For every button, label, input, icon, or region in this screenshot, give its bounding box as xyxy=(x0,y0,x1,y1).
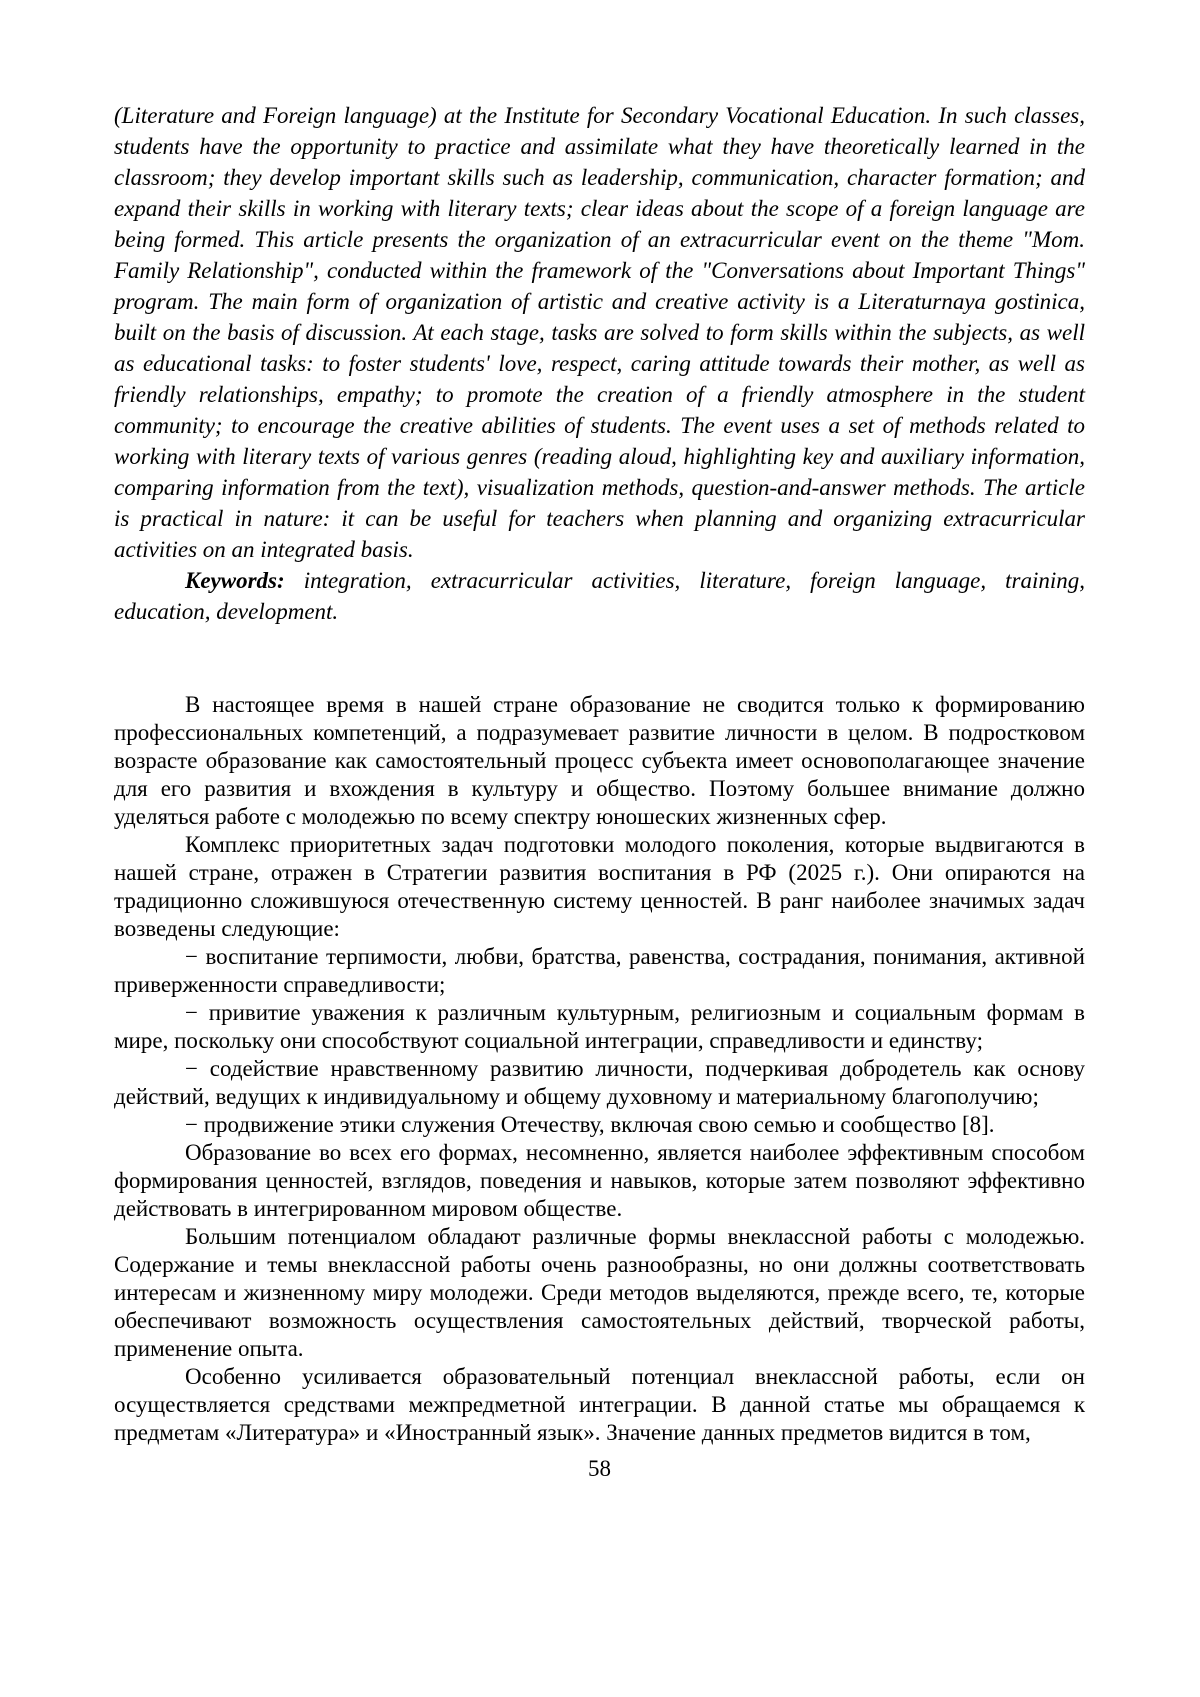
keywords-label: Keywords: xyxy=(185,568,285,593)
paragraph: В настоящее время в нашей стране образование не сводится только к формированию профессиональных компетенций, а подразумевает развитие личности в целом. В подростковом возрасте образование как самостоятельный процесс субъекта имеет основополагающее значение для его развития и вхождения в культуру и общество. Поэтому большее внимание должно уделяться работе с молодежью по всему спектру юношеских жизненных сфер. xyxy=(114,692,1085,829)
paragraph: Образование во всех его формах, несомненно, является наиболее эффективным способом формирования ценностей, взглядов, поведения и навыков, которые затем позволяют эффективно действовать в интегрированном мировом обществе. xyxy=(114,1140,1085,1221)
page-content xyxy=(114,100,1085,1483)
list-item: − содействие нравственному развитию личности, подчеркивая добродетель как основу действий, ведущих к индивидуальному и общему духовному и материальному благополучию; xyxy=(114,1056,1085,1109)
list-item: − продвижение этики служения Отечеству, включая свою семью и сообщество [8]. xyxy=(185,1112,995,1137)
page-number: 58 xyxy=(588,1456,611,1481)
abstract-section xyxy=(114,100,1085,627)
article-body xyxy=(114,691,1085,1447)
paragraph: Особенно усиливается образовательный потенциал внеклассной работы, если он осуществляется средствами межпредметной интеграции. В данной статье мы обращаемся к предметам «Литература» и «Иностранный язык». Значение данных предметов видится в том, xyxy=(114,1364,1085,1445)
list-item: − воспитание терпимости, любви, братства, равенства, сострадания, понимания, активной приверженности справедливости; xyxy=(114,944,1085,997)
abstract-paragraph: (Literature and Foreign language) at the Institute for Secondary Vocational Education. In such classes, students have the opportunity to practice and assimilate what they have theoretically learned in the classroom; they develop important skills such as leadership, communication, character formation; and expand their skills in working with literary texts; clear ideas about the scope of a foreign language are being formed. This article presents the organization of an extracurricular event on the theme "Mom. Family Relationship", conducted within the framework of the "Conversations about Important Things" program. The main form of organization of artistic and creative activity is a Literaturnaya gostinica, built on the basis of discussion. At each stage, tasks are solved to form skills within the subjects, as well as educational tasks: to foster students' love, respect, caring attitude towards their mother, as well as friendly relationships, empathy; to promote the creation of a friendly atmosphere in the student community; to encourage the creative abilities of students. The event uses a set of methods related to working with literary texts of various genres (reading aloud, highlighting key and auxiliary information, comparing information from the text), visualization methods, question-and-answer methods. The article is practical in nature: it can be useful for teachers when planning and organizing extracurricular activities on an integrated basis. xyxy=(114,103,1085,562)
keywords-text: integration, extracurricular activities, literature, foreign language, training, education, development. xyxy=(114,568,1085,624)
paragraph: Большим потенциалом обладают различные формы внеклассной работы с молодежью. Содержание и темы внеклассной работы очень разнообразны, но они должны соответствовать интересам и жизненному миру молодежи. Среди методов выделяются, прежде всего, те, которые обеспечивают возможность осуществления самостоятельных действий, творческой работы, применение опыта. xyxy=(114,1224,1085,1361)
list-item: − привитие уважения к различным культурным, религиозным и социальным формам в мире, поскольку они способствуют социальной интеграции, справедливости и единству; xyxy=(114,1000,1085,1053)
keywords-paragraph xyxy=(114,565,1085,627)
paragraph: Комплекс приоритетных задач подготовки молодого поколения, которые выдвигаются в нашей стране, отражен в Стратегии развития воспитания в РФ (2025 г.). Они опираются на традиционно сложившуюся отечественную систему ценностей. В ранг наиболее значимых задач возведены следующие: xyxy=(114,832,1085,941)
